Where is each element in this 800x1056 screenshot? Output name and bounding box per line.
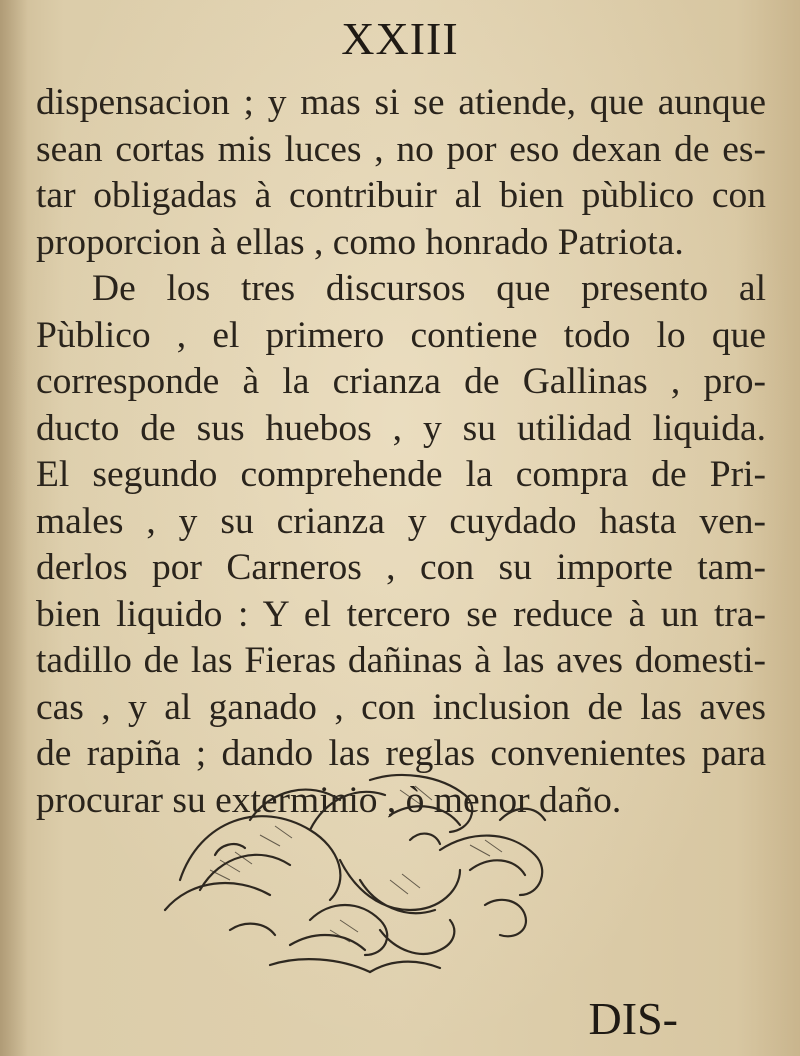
catchword: DIS-: [588, 993, 678, 1044]
text-line: corresponde à la crianza de Gallinas , pro-: [36, 361, 766, 402]
paragraph-start-line: De los tres discursos que presento al: [92, 268, 766, 309]
text-line: Pùblico , el primero contiene todo lo que: [36, 314, 766, 356]
text-line: bien liquido : Y el tercero se reduce à un tra-: [36, 593, 766, 635]
text-line: dispensacion ; y mas si se atiende, que aunque: [36, 82, 766, 123]
text-line: tar obligadas à contribuir al bien pùblico con: [36, 175, 766, 216]
text-line: males , y su crianza y cuydado hasta ven-: [36, 500, 766, 542]
text-line: El segundo comprehende la compra de Pri-: [36, 454, 766, 495]
page-number: XXIII: [341, 13, 459, 64]
text-line: cas , y al ganado , con inclusion de las aves: [36, 686, 766, 728]
body-text: [36, 80, 766, 824]
text-line: procurar su exterminio , ò menor daño.: [36, 779, 622, 821]
floral-ornament-icon: [140, 760, 600, 990]
page-edge-shadow: [0, 0, 28, 1056]
text-line: derlos por Carneros , con su importe tam-: [36, 547, 766, 588]
text-line: proporcion à ellas , como honrado Patriota.: [36, 221, 684, 263]
text-line: tadillo de las Fieras dañinas à las aves domesti-: [36, 640, 766, 681]
text-line: de rapiña ; dando las reglas convenientes para: [36, 733, 766, 774]
text-line: ducto de sus huebos , y su utilidad liquida.: [36, 407, 766, 449]
text-line: sean cortas mis luces , no por eso dexan de es-: [36, 128, 766, 170]
